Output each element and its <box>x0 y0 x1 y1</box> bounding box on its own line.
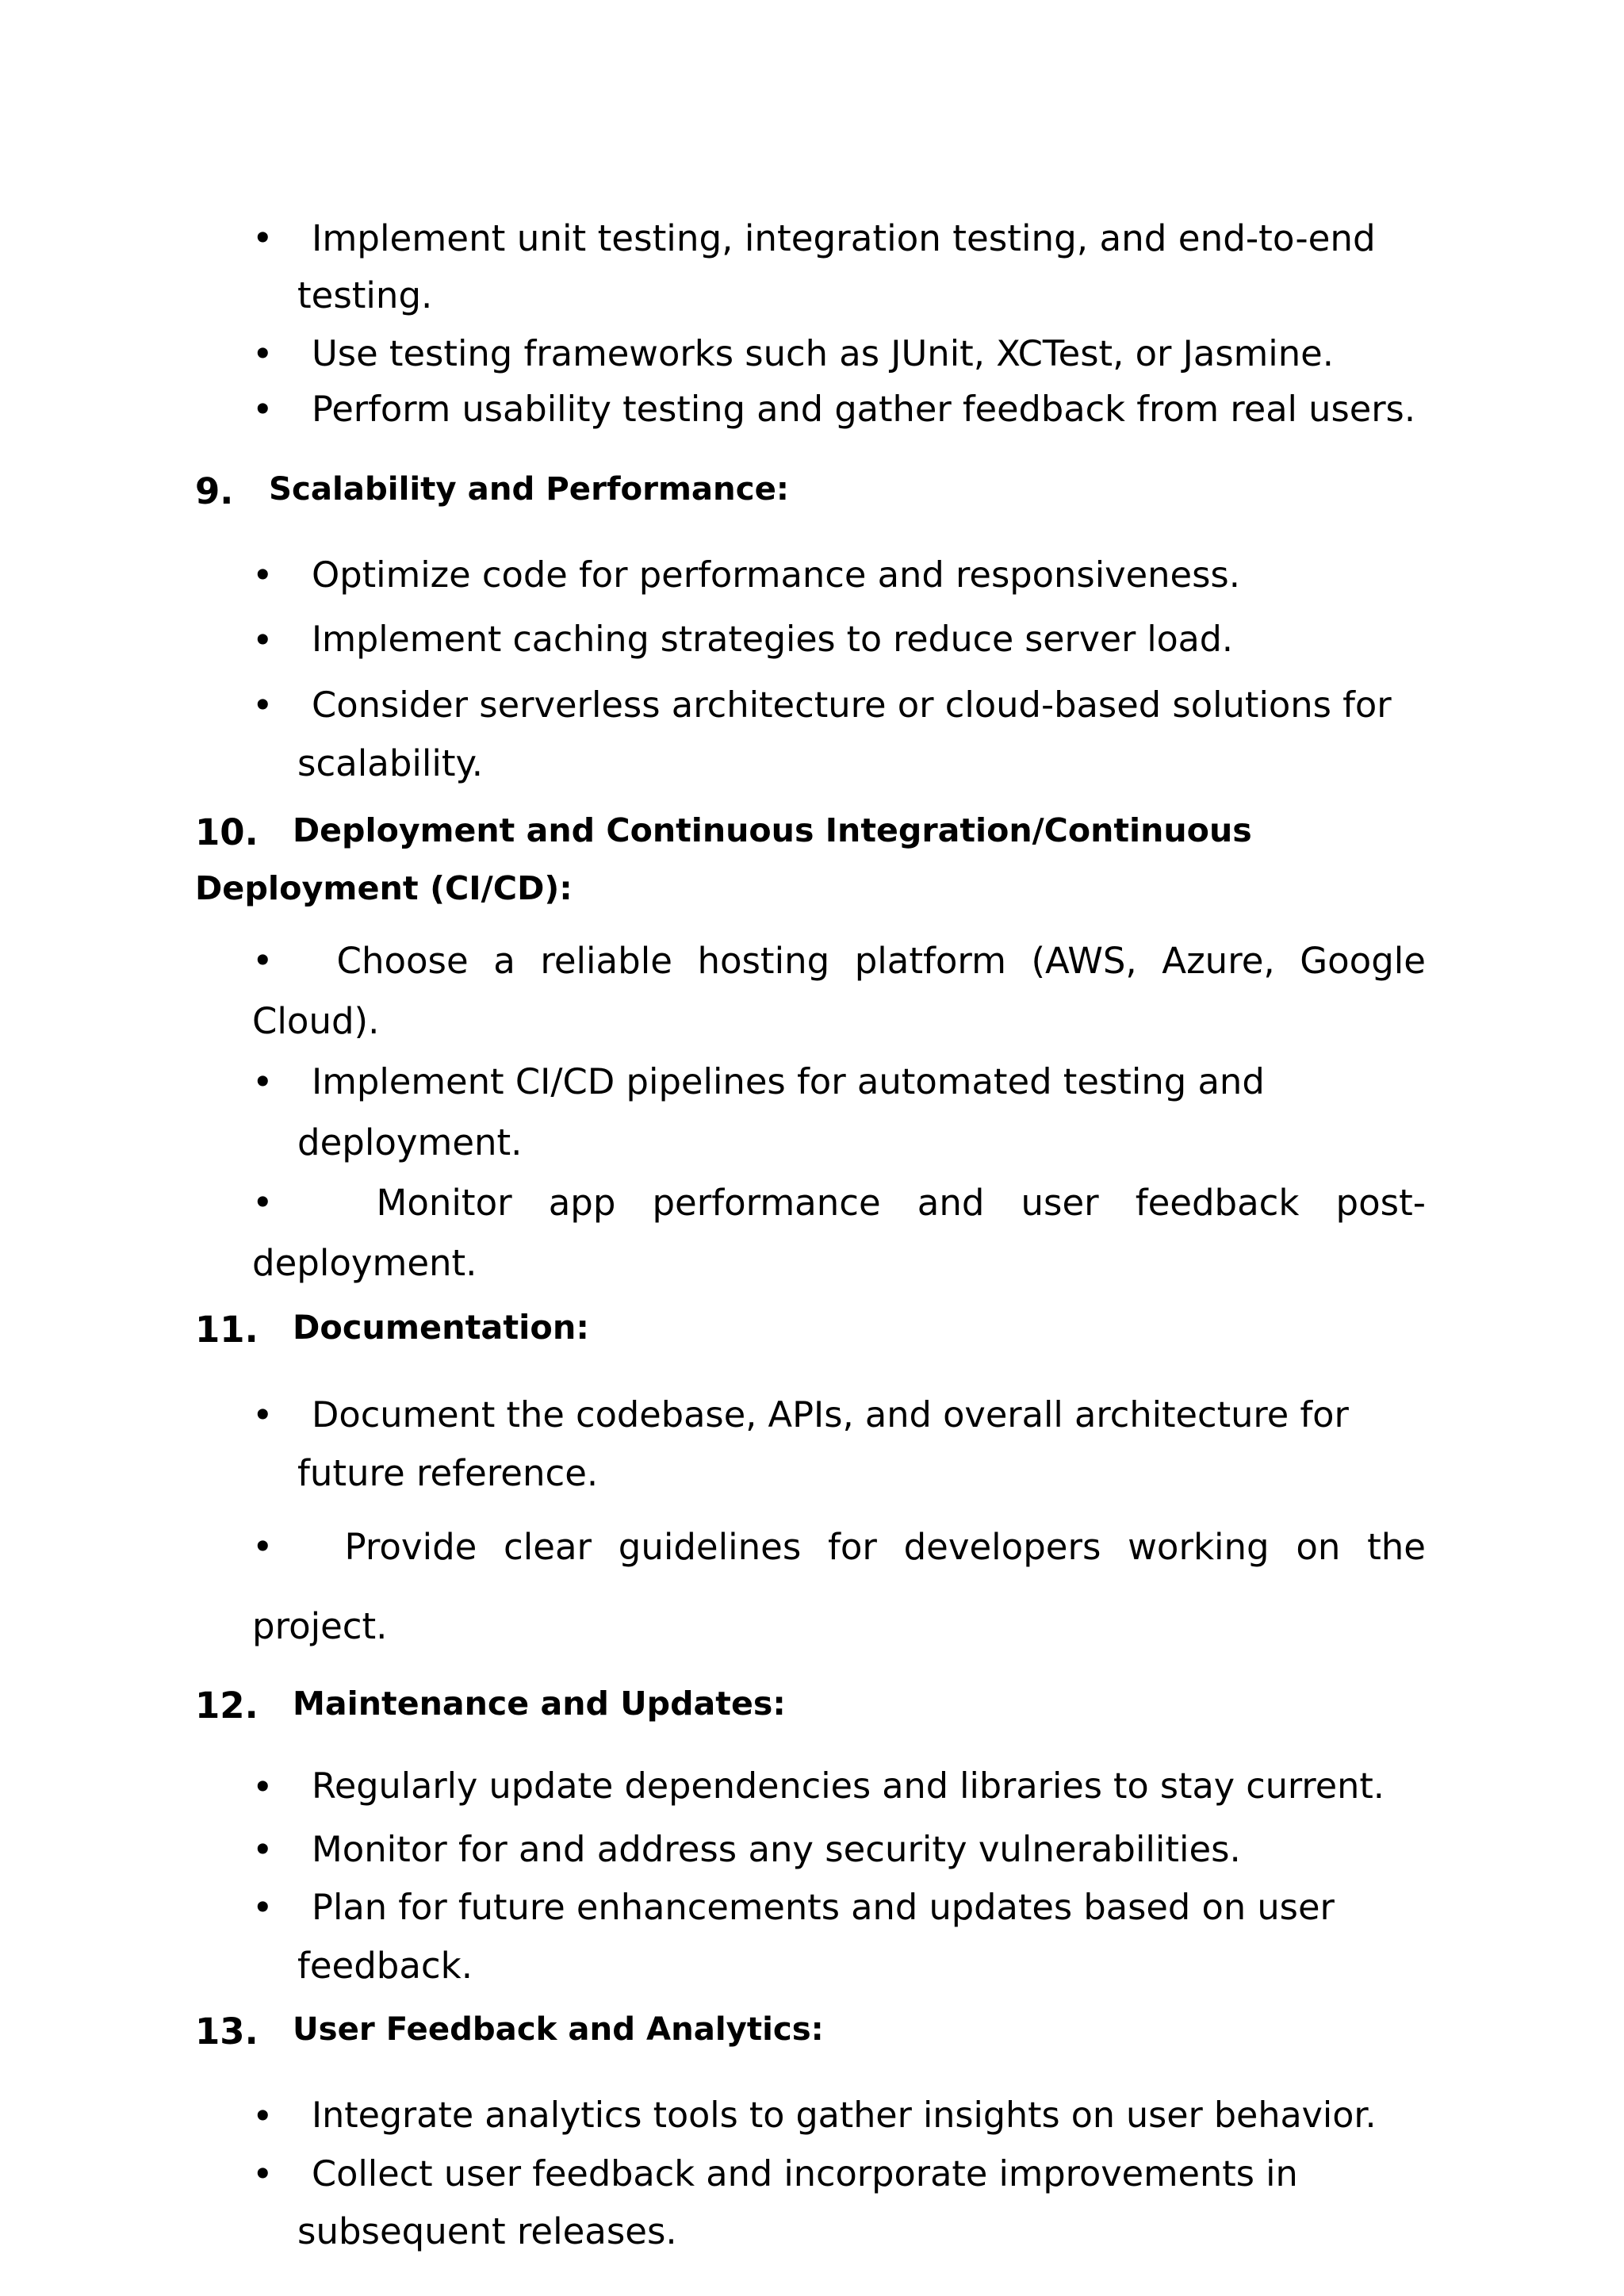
section-11-number: 11. <box>195 1309 259 1351</box>
s10-bullet-3-text: Monitor app performance and user feedback post- <box>376 1182 1426 1224</box>
s13-bullet-1: Integrate analytics tools to gather insights on user behavior. <box>312 2095 1377 2136</box>
section-10-title-line-2: Deployment (CI/CD): <box>195 869 573 907</box>
section-9-title: Scalability and Performance: <box>269 471 789 508</box>
s11-bullet-2-text: Provide clear guidelines for developers working on the <box>344 1526 1426 1568</box>
s8-bullet-1-line-2: testing. <box>297 274 433 316</box>
s10-bullet-3-line-1 <box>252 1182 1426 1224</box>
s10-bullet-1-line-2: Cloud). <box>252 1000 380 1042</box>
s11-bullet-1-line-1: Document the codebase, APIs, and overall architecture for <box>312 1394 1349 1435</box>
bullet-glyph: • <box>252 1766 274 1808</box>
s10-bullet-3-line-2: deployment. <box>252 1242 477 1284</box>
s9-bullet-2: Implement caching strategies to reduce server load. <box>312 619 1233 660</box>
section-12-number: 12. <box>195 1685 259 1727</box>
bullet-glyph: • <box>252 2095 274 2137</box>
bullet-glyph: • <box>252 1394 274 1436</box>
bullet-glyph: • <box>252 940 274 982</box>
s12-bullet-1: Regularly update dependencies and libraries to stay current. <box>312 1766 1385 1807</box>
bullet-glyph: • <box>252 217 274 259</box>
bullet-glyph: • <box>252 2153 274 2195</box>
s10-bullet-1-text: Choose a reliable hosting platform (AWS, Azure, Google <box>336 940 1426 982</box>
s9-bullet-1: Optimize code for performance and responsiveness. <box>312 554 1240 596</box>
s12-bullet-3-line-2: feedback. <box>297 1945 473 1987</box>
bullet-glyph: • <box>252 1526 274 1568</box>
section-10-number: 10. <box>195 811 259 853</box>
section-13-number: 13. <box>195 2010 259 2053</box>
bullet-glyph: • <box>252 684 274 726</box>
s8-bullet-1-line-1: Implement unit testing, integration testing, and end-to-end <box>312 217 1376 259</box>
section-13-title: User Feedback and Analytics: <box>293 2011 824 2048</box>
s13-bullet-2-line-1: Collect user feedback and incorporate improvements in <box>312 2153 1298 2194</box>
s8-bullet-2: Use testing frameworks such as JUnit, XCTest, or Jasmine. <box>312 332 1334 374</box>
section-9-number: 9. <box>195 470 234 512</box>
bullet-glyph: • <box>252 1061 274 1103</box>
s11-bullet-2-line-1 <box>252 1526 1426 1568</box>
s9-bullet-3-line-2: scalability. <box>297 742 484 784</box>
bullet-glyph: • <box>252 333 274 375</box>
bullet-glyph: • <box>252 619 274 661</box>
s9-bullet-3-line-1: Consider serverless architecture or cloud-based solutions for <box>312 684 1392 726</box>
s12-bullet-3-line-1: Plan for future enhancements and updates based on user <box>312 1887 1335 1928</box>
s8-bullet-3: Perform usability testing and gather feedback from real users. <box>312 389 1416 430</box>
s11-bullet-1-line-2: future reference. <box>297 1452 599 1494</box>
bullet-glyph: • <box>252 1887 274 1929</box>
s13-bullet-2-line-2: subsequent releases. <box>297 2210 677 2252</box>
section-12-title: Maintenance and Updates: <box>293 1685 786 1723</box>
s11-bullet-2-line-2: project. <box>252 1605 388 1647</box>
s10-bullet-1-line-1 <box>252 940 1426 982</box>
bullet-glyph: • <box>252 1829 274 1871</box>
s10-bullet-2-line-1: Implement CI/CD pipelines for automated testing and <box>312 1060 1265 1102</box>
bullet-glyph: • <box>252 554 274 596</box>
section-10-title-line-1: Deployment and Continuous Integration/Continuous <box>293 811 1252 849</box>
s10-bullet-2-line-2: deployment. <box>297 1121 523 1163</box>
bullet-glyph: • <box>252 389 274 431</box>
bullet-glyph: • <box>252 1182 274 1224</box>
s12-bullet-2: Monitor for and address any security vulnerabilities. <box>312 1828 1241 1870</box>
section-11-title: Documentation: <box>293 1309 589 1347</box>
